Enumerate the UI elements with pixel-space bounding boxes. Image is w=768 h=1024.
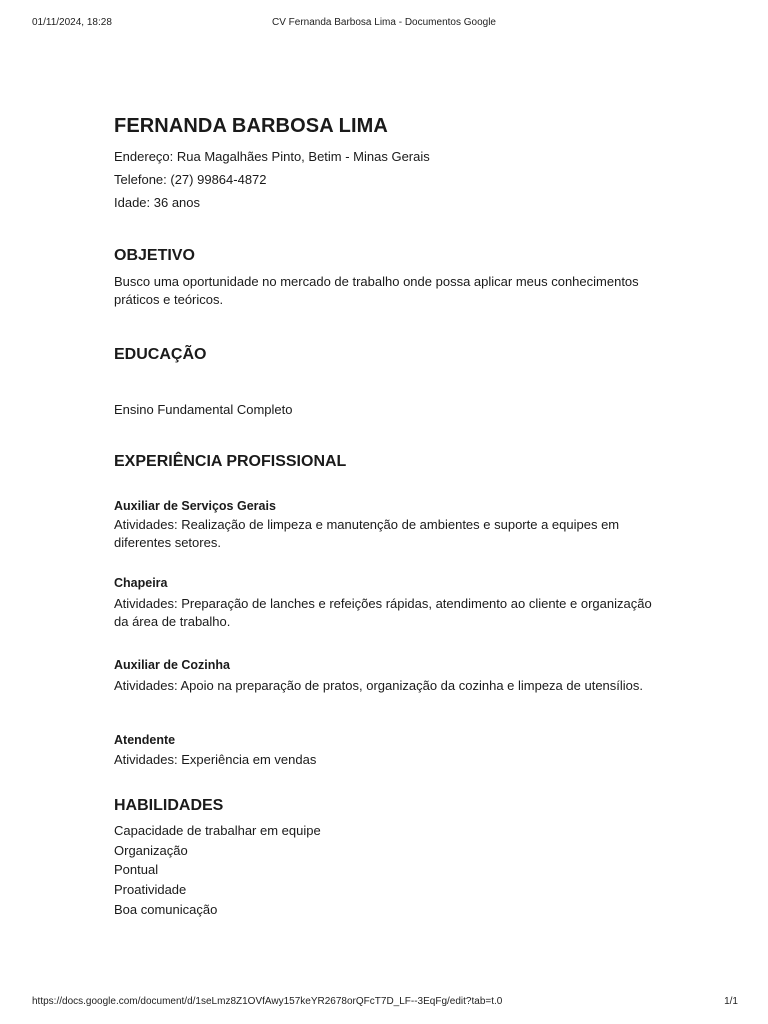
job-description: Atividades: Apoio na preparação de pratos, organização da cozinha e limpeza de utensílios. bbox=[114, 678, 644, 693]
print-footer bbox=[0, 996, 768, 1010]
job-description: Atividades: Realização de limpeza e manutenção de ambientes e suporte a equipes em diferentes setores. bbox=[114, 517, 620, 550]
cv-phone: Telefone: (27) 99864-4872 bbox=[114, 172, 267, 187]
job-title: Chapeira bbox=[114, 576, 168, 590]
job-description: Atividades: Preparação de lanches e refeições rápidas, atendimento ao cliente e organização da área de trabalho. bbox=[114, 596, 652, 629]
skill-item: Pontual bbox=[114, 862, 159, 877]
print-url: https://docs.google.com/document/d/1seLmz8Z1OVfAwy157keYR2678orQFcT7D_LF--3EqFg/edit?tab=t.0 bbox=[32, 996, 503, 1007]
section-heading-experience: EXPERIÊNCIA PROFISSIONAL bbox=[114, 453, 347, 470]
cv-name: FERNANDA BARBOSA LIMA bbox=[114, 115, 388, 137]
page-number: 1/1 bbox=[724, 996, 738, 1007]
skill-item: Boa comunicação bbox=[114, 902, 218, 917]
job-title: Atendente bbox=[114, 733, 176, 747]
print-document-title: CV Fernanda Barbosa Lima - Documentos Google bbox=[271, 17, 496, 28]
job-title: Auxiliar de Serviços Gerais bbox=[114, 499, 276, 513]
section-heading-skills: HABILIDADES bbox=[114, 797, 224, 814]
job-description: Atividades: Experiência em vendas bbox=[114, 752, 317, 767]
objective-text: Busco uma oportunidade no mercado de trabalho onde possa aplicar meus conhecimentos práticos e teóricos. bbox=[114, 274, 639, 307]
section-heading-education: EDUCAÇÃO bbox=[114, 346, 207, 363]
skill-item: Capacidade de trabalhar em equipe bbox=[114, 823, 321, 838]
job-title: Auxiliar de Cozinha bbox=[114, 658, 230, 672]
cv-address: Endereço: Rua Magalhães Pinto, Betim - Minas Gerais bbox=[114, 149, 430, 164]
print-header bbox=[0, 17, 768, 31]
cv-age: Idade: 36 anos bbox=[114, 195, 201, 210]
print-date: 01/11/2024, 18:28 bbox=[32, 17, 112, 28]
skill-item: Proatividade bbox=[114, 882, 187, 897]
skill-item: Organização bbox=[114, 843, 188, 858]
education-item: Ensino Fundamental Completo bbox=[114, 402, 293, 417]
section-heading-objective: OBJETIVO bbox=[114, 247, 195, 264]
